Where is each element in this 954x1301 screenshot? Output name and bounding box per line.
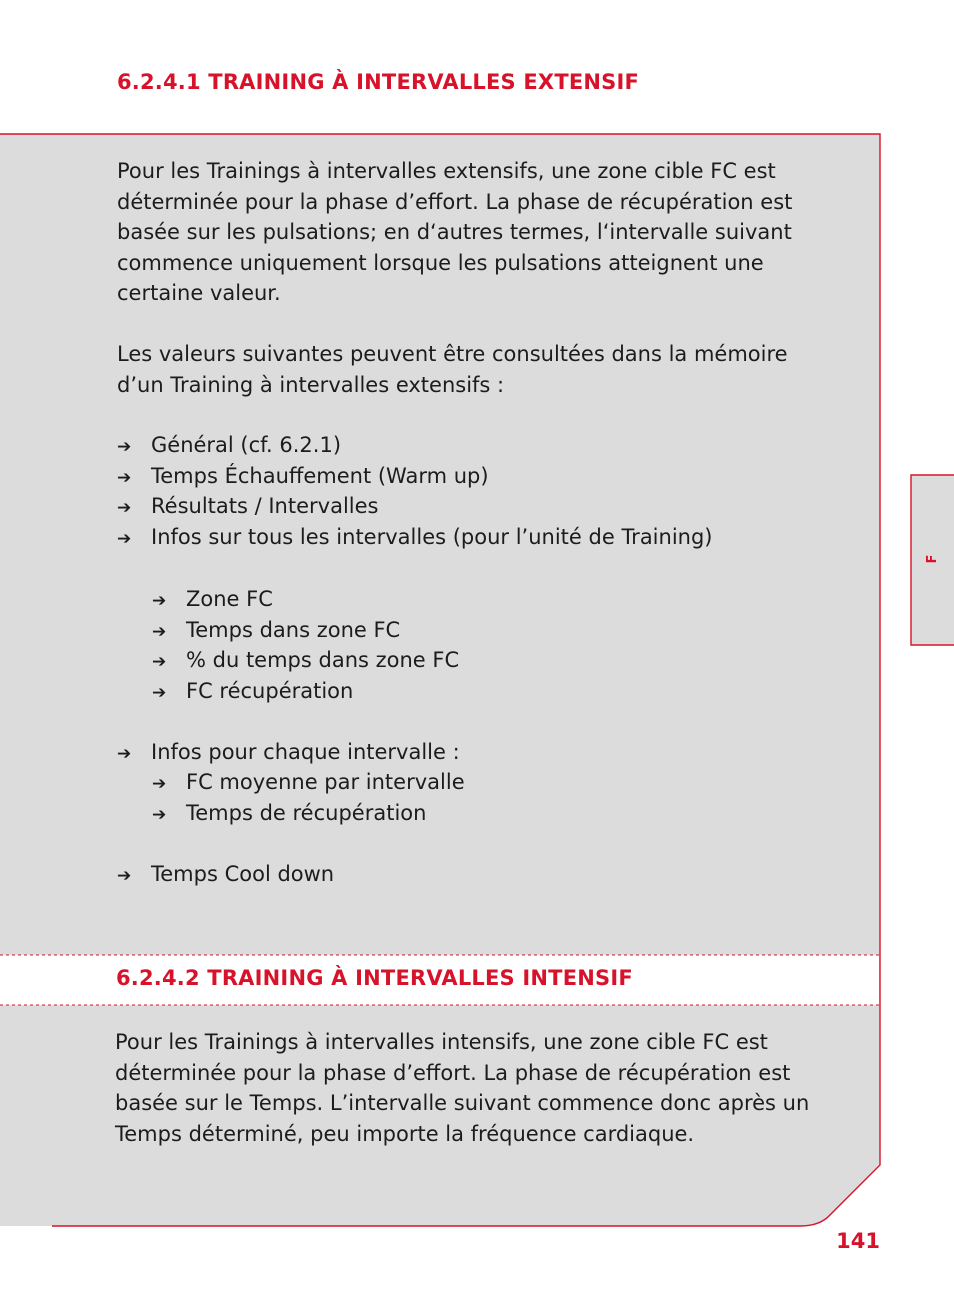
all-intervals-sublist xyxy=(152,584,459,706)
arrow-right-icon: ➔ xyxy=(152,591,167,611)
arrow-right-icon: ➔ xyxy=(117,744,132,764)
list-item: ➔ Résultats / Intervalles xyxy=(117,491,713,522)
per-interval-list xyxy=(117,737,460,768)
intensif-paragraph: Pour les Trainings à intervalles intensifs, une zone cible FC est déterminée pour la phase d’effort. La phase de récupération est basée sur le Temps. L’intervalle suivant commence donc après un Temps déterminé, peu importe la fréquence cardiaque. xyxy=(115,1030,810,1146)
list-item: ➔ Temps de récupération xyxy=(152,798,465,829)
intro-paragraph: Pour les Trainings à intervalles extensifs, une zone cible FC est déterminée pour la phase d’effort. La phase de récupération est basée sur les pulsations; en d‘autres termes, l‘intervalle suivant commence uniquement lorsque les pulsations atteignent une certaine valeur. xyxy=(117,159,793,306)
list-item: ➔ Temps dans zone FC xyxy=(152,615,459,646)
arrow-right-icon: ➔ xyxy=(152,652,167,673)
list-item: ➔ FC moyenne par intervalle xyxy=(152,767,465,798)
list-item: ➔ Temps Cool down xyxy=(117,859,334,890)
arrow-right-icon: ➔ xyxy=(117,467,132,488)
list-item: ➔ Infos pour chaque intervalle : xyxy=(117,737,460,768)
section-title-extensif: 6.2.4.1 TRAINING À INTERVALLES EXTENSIF xyxy=(117,70,640,94)
list-item: ➔ FC récupération xyxy=(152,676,459,707)
arrow-right-icon: ➔ xyxy=(117,498,132,519)
arrow-right-icon: ➔ xyxy=(152,621,167,642)
arrow-right-icon: ➔ xyxy=(117,528,132,549)
list-item: ➔ Général (cf. 6.2.1) xyxy=(117,430,713,461)
arrow-right-icon: ➔ xyxy=(152,804,167,825)
arrow-right-icon: ➔ xyxy=(117,866,132,886)
list-item: ➔ Zone FC xyxy=(152,584,459,615)
list-item: ➔ Temps Échauffement (Warm up) xyxy=(117,461,713,492)
language-tab-letter: F xyxy=(925,554,940,564)
arrow-right-icon: ➔ xyxy=(117,437,132,457)
list-item: ➔ Infos sur tous les intervalles (pour l’unité de Training) xyxy=(117,522,713,553)
arrow-right-icon: ➔ xyxy=(152,774,167,794)
cooldown-list xyxy=(117,859,334,890)
page-number: 141 xyxy=(836,1229,880,1253)
list-item: ➔ % du temps dans zone FC xyxy=(152,645,459,676)
arrow-right-icon: ➔ xyxy=(152,682,167,703)
memory-values-lead: Les valeurs suivantes peuvent être consultées dans la mémoire d’un Training à intervalles extensifs : xyxy=(117,342,788,397)
per-interval-sublist xyxy=(152,767,465,828)
memory-values-list xyxy=(117,430,713,552)
section-title-intensif: 6.2.4.2 TRAINING À INTERVALLES INTENSIF xyxy=(116,966,633,990)
